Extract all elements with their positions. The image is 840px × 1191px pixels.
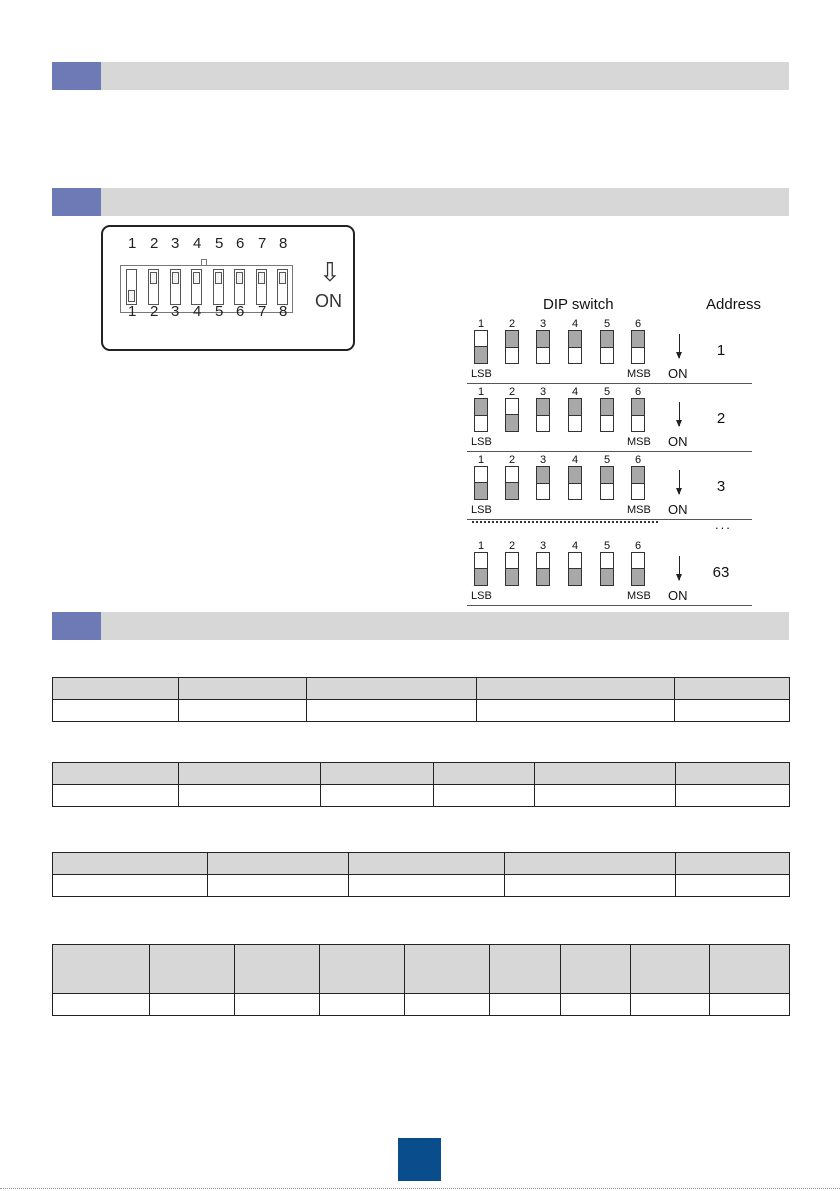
switch-number: 2: [508, 454, 516, 466]
switch-number: 1: [477, 318, 485, 330]
row-divider: [467, 383, 752, 384]
section-accent: [52, 612, 101, 640]
switch-number: 5: [603, 386, 611, 398]
table-header-row: [53, 945, 790, 994]
dip-lever: [277, 269, 288, 305]
switch-lever: [506, 331, 518, 348]
dip-body: [120, 265, 293, 313]
switch-lever: [569, 467, 581, 484]
section-accent: [52, 62, 101, 90]
dip-lever: [213, 269, 224, 305]
dip-top-number: 8: [279, 235, 288, 252]
table-header-row: [53, 853, 790, 875]
dip-switch-position: [536, 398, 550, 432]
table-1: [52, 677, 790, 722]
switch-lever: [601, 568, 613, 585]
dip-bottom-number: 8: [279, 303, 288, 320]
dip-bottom-number: 3: [171, 303, 180, 320]
dip-lever: [191, 269, 202, 305]
switch-lever: [632, 467, 644, 484]
dip-bottom-number: 4: [193, 303, 202, 320]
table-row: [53, 785, 790, 807]
switch-number: 5: [603, 454, 611, 466]
dip-switch-position: [600, 330, 614, 364]
dip-top-number: 3: [171, 235, 180, 252]
on-label: ON: [668, 366, 688, 381]
switch-lever: [537, 467, 549, 484]
down-arrow-icon: ⇩: [319, 257, 341, 287]
dip-bottom-number: 6: [236, 303, 245, 320]
dip-switch-position: [631, 552, 645, 586]
lsb-label: LSB: [471, 590, 492, 602]
on-label: ON: [668, 588, 688, 603]
dip-switch-position: [600, 466, 614, 500]
dip-switch-position: [474, 466, 488, 500]
dip-bottom-number: 5: [215, 303, 224, 320]
page-number-box: [398, 1138, 441, 1181]
switch-number: 6: [634, 318, 642, 330]
table-header-row: [53, 763, 790, 785]
switch-number: 6: [634, 540, 642, 552]
dip-switch-position: [568, 330, 582, 364]
dip-switch-position: [505, 552, 519, 586]
dip-bottom-number: 1: [128, 303, 137, 320]
switch-lever: [475, 568, 487, 585]
table-4: [52, 944, 790, 1016]
switch-lever: [506, 482, 518, 499]
dip-top-number: 4: [193, 235, 202, 252]
lsb-label: LSB: [471, 504, 492, 516]
dip-switch-position: [568, 466, 582, 500]
row-divider: [467, 605, 752, 606]
table-row: [53, 994, 790, 1016]
dip-lever: [126, 269, 137, 305]
switch-lever: [569, 331, 581, 348]
dip-lever: [256, 269, 267, 305]
switch-number: 4: [571, 540, 579, 552]
section-bar-3: [52, 612, 789, 640]
down-arrow-icon: [679, 402, 680, 426]
ellipsis-address: ...: [715, 517, 732, 532]
address-value: 3: [716, 478, 726, 495]
row-divider: [467, 451, 752, 452]
switch-number: 5: [603, 540, 611, 552]
dip-switch-position: [600, 552, 614, 586]
dip-knob: [128, 290, 135, 302]
on-label: ON: [668, 502, 688, 517]
row-divider: [467, 519, 752, 520]
switch-number: 3: [539, 386, 547, 398]
switch-lever: [632, 399, 644, 416]
table-header-row: [53, 678, 790, 700]
address-value: 63: [712, 564, 730, 581]
down-arrow-icon: [679, 470, 680, 494]
address-header: Address: [706, 296, 762, 313]
switch-number: 4: [571, 318, 579, 330]
dip-switch-position: [600, 398, 614, 432]
switch-lever: [537, 568, 549, 585]
dip-top-number: 1: [128, 235, 137, 252]
dip-lever: [170, 269, 181, 305]
switch-number: 6: [634, 386, 642, 398]
dip-switch-position: [536, 552, 550, 586]
lsb-label: LSB: [471, 368, 492, 380]
switch-lever: [475, 346, 487, 363]
switch-lever: [632, 568, 644, 585]
ellipsis-dots: [472, 521, 658, 523]
msb-label: MSB: [627, 504, 651, 516]
dip-top-number: 6: [236, 235, 245, 252]
dip-top-number: 5: [215, 235, 224, 252]
table-2: [52, 762, 790, 807]
dip-knob: [193, 272, 200, 284]
dip-bottom-number: 2: [150, 303, 159, 320]
switch-number: 1: [477, 540, 485, 552]
switch-lever: [506, 414, 518, 431]
dip-switch-position: [474, 398, 488, 432]
switch-lever: [632, 331, 644, 348]
table-row: [53, 875, 790, 897]
dip-switch-position: [568, 552, 582, 586]
dip-knob: [258, 272, 265, 284]
dip-switch-illustration: [101, 225, 355, 351]
dip-on-label: ON: [315, 291, 342, 311]
switch-number: 2: [508, 540, 516, 552]
dip-switch-position: [536, 330, 550, 364]
table-3: [52, 852, 790, 897]
address-value: 2: [716, 410, 726, 427]
dip-switch-position: [631, 466, 645, 500]
down-arrow-icon: [679, 334, 680, 358]
switch-number: 5: [603, 318, 611, 330]
dip-switch-position: [631, 398, 645, 432]
down-arrow-icon: [679, 556, 680, 580]
table-row: [53, 700, 790, 722]
switch-number: 4: [571, 386, 579, 398]
dip-switch-header: DIP switch: [543, 296, 614, 313]
switch-lever: [601, 467, 613, 484]
switch-number: 6: [634, 454, 642, 466]
dip-switch-position: [505, 398, 519, 432]
dip-switch-position: [474, 552, 488, 586]
switch-lever: [475, 482, 487, 499]
switch-lever: [506, 568, 518, 585]
msb-label: MSB: [627, 590, 651, 602]
lsb-label: LSB: [471, 436, 492, 448]
address-value: 1: [716, 342, 726, 359]
dip-knob: [215, 272, 222, 284]
msb-label: MSB: [627, 368, 651, 380]
on-label: ON: [668, 434, 688, 449]
dip-lever: [148, 269, 159, 305]
section-accent: [52, 188, 101, 216]
switch-number: 2: [508, 318, 516, 330]
msb-label: MSB: [627, 436, 651, 448]
switch-number: 2: [508, 386, 516, 398]
switch-lever: [537, 331, 549, 348]
footer-dotted-line: [0, 1188, 840, 1189]
dip-lever: [234, 269, 245, 305]
dip-knob: [279, 272, 286, 284]
dip-knob: [150, 272, 157, 284]
switch-number: 3: [539, 540, 547, 552]
dip-switch-position: [505, 466, 519, 500]
dip-top-number: 7: [258, 235, 267, 252]
switch-lever: [475, 399, 487, 416]
switch-number: 3: [539, 454, 547, 466]
dip-knob: [172, 272, 179, 284]
dip-switch-position: [505, 330, 519, 364]
switch-lever: [569, 568, 581, 585]
switch-number: 4: [571, 454, 579, 466]
switch-lever: [601, 331, 613, 348]
switch-number: 1: [477, 454, 485, 466]
switch-number: 1: [477, 386, 485, 398]
dip-knob: [236, 272, 243, 284]
switch-lever: [601, 399, 613, 416]
switch-lever: [537, 399, 549, 416]
dip-top-number: 2: [150, 235, 159, 252]
dip-switch-position: [536, 466, 550, 500]
dip-bottom-number: 7: [258, 303, 267, 320]
switch-number: 3: [539, 318, 547, 330]
dip-switch-position: [568, 398, 582, 432]
switch-lever: [569, 399, 581, 416]
dip-switch-position: [474, 330, 488, 364]
section-bar-1: [52, 62, 789, 90]
dip-switch-position: [631, 330, 645, 364]
section-bar-2: [52, 188, 789, 216]
